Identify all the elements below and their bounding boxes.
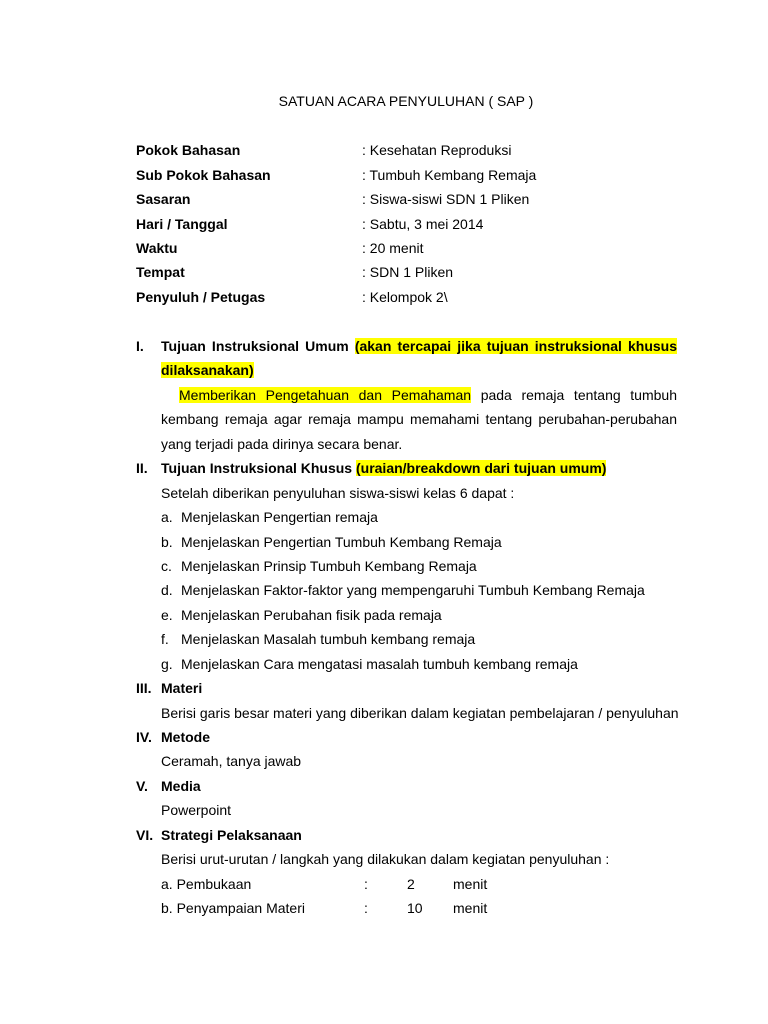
section-number: III.	[136, 680, 152, 696]
list-item	[161, 533, 173, 551]
highlighted-note-continued	[161, 361, 254, 379]
section-number: I.	[136, 338, 144, 354]
schedule-colon: :	[364, 876, 368, 892]
section-number: II.	[136, 460, 148, 476]
list-letter: b.	[161, 534, 173, 550]
info-value: : Kesehatan Reproduksi	[362, 142, 512, 158]
section-intro: Setelah diberikan penyuluhan siswa-siswi kelas 6 dapat :	[161, 485, 515, 501]
list-item-text: Menjelaskan Pengertian Tumbuh Kembang Remaja	[181, 534, 502, 550]
list-item-text: Menjelaskan Masalah tumbuh kembang remaja	[181, 631, 476, 647]
list-letter: c.	[161, 558, 172, 574]
section-text: Powerpoint	[161, 802, 232, 818]
schedule-duration: 2	[407, 876, 415, 892]
schedule-unit: menit	[453, 876, 488, 892]
highlighted-phrase: Memberikan Pengetahuan dan Pemahaman	[179, 387, 472, 403]
info-label: Waktu	[136, 240, 178, 256]
highlighted-note: (akan tercapai jika tujuan instruksional khusus	[354, 338, 678, 354]
list-item	[161, 508, 173, 526]
list-item-text: Menjelaskan Prinsip Tumbuh Kembang Remaja	[181, 558, 477, 574]
info-value: : 20 menit	[362, 240, 424, 256]
list-item	[161, 581, 173, 599]
schedule-duration: 10	[407, 900, 423, 916]
section-heading-line	[161, 459, 606, 477]
section-heading: Materi	[161, 680, 203, 696]
list-letter: a.	[161, 509, 173, 525]
paragraph-line: yang terjadi pada dirinya secara benar.	[161, 436, 403, 452]
document-title: SATUAN ACARA PENYULUHAN ( SAP )	[278, 93, 534, 109]
info-label: Pokok Bahasan	[136, 142, 241, 158]
paragraph-line	[179, 386, 677, 404]
section-text: Berisi garis besar materi yang diberikan dalam kegiatan pembelajaran / penyuluhan	[161, 705, 679, 721]
list-item	[161, 655, 173, 673]
list-item-text: Menjelaskan Faktor-faktor yang mempengaruhi Tumbuh Kembang Remaja	[181, 582, 645, 598]
section-number: IV.	[136, 729, 152, 745]
section-number: V.	[136, 778, 148, 794]
info-label: Sub Pokok Bahasan	[136, 167, 271, 183]
info-value: : Tumbuh Kembang Remaja	[362, 167, 537, 183]
info-value: : Sabtu, 3 mei 2014	[362, 216, 484, 232]
info-label: Tempat	[136, 264, 185, 280]
list-letter: f.	[161, 631, 169, 647]
section-heading: Tujuan Instruksional Umum	[161, 338, 349, 354]
section-heading-line	[161, 337, 677, 355]
list-letter: e.	[161, 607, 173, 623]
info-label: Sasaran	[136, 191, 191, 207]
info-label: Hari / Tanggal	[136, 216, 228, 232]
list-item-text: Menjelaskan Pengertian remaja	[181, 509, 378, 525]
section-text: Ceramah, tanya jawab	[161, 753, 302, 769]
section-heading: Tujuan Instruksional Khusus	[161, 460, 353, 476]
info-label: Penyuluh / Petugas	[136, 289, 266, 305]
section-intro: Berisi urut-urutan / langkah yang dilakukan dalam kegiatan penyuluhan :	[161, 851, 610, 867]
list-item	[161, 630, 169, 648]
schedule-colon: :	[364, 900, 368, 916]
schedule-unit: menit	[453, 900, 488, 916]
list-item-text: Menjelaskan Perubahan fisik pada remaja	[181, 607, 442, 623]
schedule-step-label: b. Penyampaian Materi	[161, 900, 305, 916]
list-letter: d.	[161, 582, 173, 598]
list-item	[161, 606, 173, 624]
schedule-step-label: a. Pembukaan	[161, 876, 252, 892]
list-item	[161, 557, 172, 575]
list-item-text: Menjelaskan Cara mengatasi masalah tumbuh kembang remaja	[181, 656, 578, 672]
list-letter: g.	[161, 656, 173, 672]
highlighted-note-text: dilaksanakan)	[161, 362, 254, 378]
info-value: : SDN 1 Pliken	[362, 264, 454, 280]
section-number: VI.	[136, 827, 154, 843]
section-heading: Strategi Pelaksanaan	[161, 827, 302, 843]
paragraph-text: pada remaja tentang tumbuh	[480, 387, 677, 403]
paragraph-line: kembang remaja agar remaja mampu memahami tentang perubahan-perubahan	[161, 411, 677, 427]
section-heading: Media	[161, 778, 201, 794]
highlighted-note: (uraian/breakdown dari tujuan umum)	[355, 460, 607, 476]
info-value: : Siswa-siswi SDN 1 Pliken	[362, 191, 530, 207]
info-value: : Kelompok 2\	[362, 289, 448, 305]
section-heading: Metode	[161, 729, 210, 745]
